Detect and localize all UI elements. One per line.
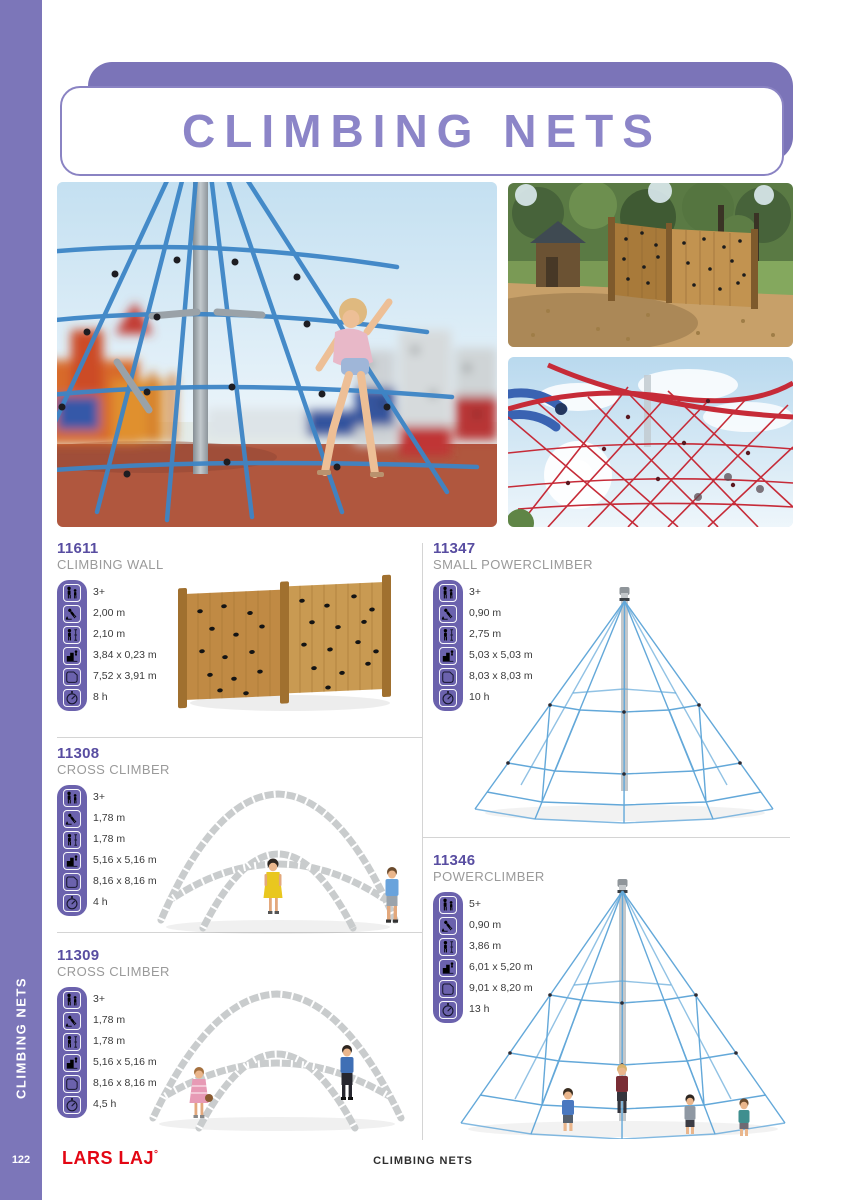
- height-icon: [63, 626, 81, 644]
- header-box: [60, 86, 784, 176]
- spec-value-assembly-time: 8 h: [93, 691, 108, 703]
- spec-value-safety-area: 9,01 x 8,20 m: [469, 982, 533, 994]
- spec-value-fall-height: 0,90 m: [469, 607, 502, 619]
- page-number: 122: [11, 1154, 31, 1166]
- dimensions-icon: [63, 852, 81, 870]
- product-image-cross-climber: [145, 780, 411, 938]
- spec-value-height: 3,86 m: [469, 940, 502, 952]
- brand-trademark-dot: °: [154, 1149, 159, 1160]
- age-icon: [63, 991, 81, 1009]
- spec-value-assembly-time: 4 h: [93, 896, 108, 908]
- spec-value-dimensions: 3,84 x 0,23 m: [93, 649, 157, 661]
- spec-values: [93, 582, 157, 708]
- safety-area-icon: [63, 668, 81, 686]
- brand-logo-text: LARS LAJ: [62, 1148, 155, 1168]
- spec-value-fall-height: 1,78 m: [93, 1014, 126, 1026]
- safety-area-icon: [63, 873, 81, 891]
- spec-value-fall-height: 2,00 m: [93, 607, 126, 619]
- product-11309: [57, 948, 411, 1138]
- brand-logo: [62, 1148, 159, 1169]
- spec-value-fall-height: 1,78 m: [93, 812, 126, 824]
- column-divider-line: [422, 543, 423, 1140]
- spec-strip: [57, 785, 87, 916]
- height-icon: [439, 626, 457, 644]
- spec-value-safety-area: 8,03 x 8,03 m: [469, 670, 533, 682]
- footer-section-label: CLIMBING NETS: [373, 1155, 473, 1167]
- height-icon: [63, 1033, 81, 1051]
- photo-red-climbing-nets-image: [508, 357, 793, 527]
- assembly-time-icon: [63, 689, 81, 707]
- spec-value-height: 2,10 m: [93, 628, 126, 640]
- spec-value-assembly-time: 13 h: [469, 1003, 490, 1015]
- spec-value-age: 3+: [93, 993, 105, 1005]
- spec-value-age: 3+: [93, 791, 105, 803]
- product-name: POWERCLIMBER: [433, 869, 545, 884]
- fall-height-icon: [439, 605, 457, 623]
- spec-value-assembly-time: 4,5 h: [93, 1098, 117, 1110]
- product-code: 11611: [57, 540, 99, 557]
- product-11346: [433, 853, 790, 1143]
- product-code: 11346: [433, 852, 476, 869]
- height-icon: [63, 831, 81, 849]
- product-name: SMALL POWERCLIMBER: [433, 557, 593, 572]
- spec-value-safety-area: 7,52 x 3,91 m: [93, 670, 157, 682]
- photo-wooden-climbing-wall-image: [508, 183, 793, 347]
- spec-strip: [57, 987, 87, 1118]
- spec-value-safety-area: 8,16 x 8,16 m: [93, 875, 157, 887]
- spec-value-age: 3+: [93, 586, 105, 598]
- page-title: CLIMBING NETS: [182, 105, 662, 157]
- product-code: 11347: [433, 540, 476, 557]
- spec-value-dimensions: 6,01 x 5,20 m: [469, 961, 533, 973]
- dimensions-icon: [63, 647, 81, 665]
- dimensions-icon: [63, 1054, 81, 1072]
- dimensions-icon: [439, 647, 457, 665]
- age-icon: [63, 584, 81, 602]
- age-icon: [63, 789, 81, 807]
- sidebar-vertical-label: CLIMBING NETS: [13, 976, 29, 1099]
- assembly-time-icon: [439, 689, 457, 707]
- safety-area-icon: [439, 668, 457, 686]
- product-image-cross-climber: [139, 982, 415, 1134]
- spec-value-height: 1,78 m: [93, 833, 126, 845]
- product-11308: [57, 746, 411, 946]
- spec-value-age: 5+: [469, 898, 481, 910]
- spec-value-assembly-time: 10 h: [469, 691, 490, 703]
- spec-value-age: 3+: [469, 586, 481, 598]
- product-code: 11309: [57, 947, 100, 964]
- photo-red-climbing-nets: [508, 357, 793, 527]
- spec-value-height: 2,75 m: [469, 628, 502, 640]
- product-image-small-powerclimber: [463, 577, 788, 825]
- product-image-powerclimber: [453, 871, 790, 1139]
- assembly-time-icon: [63, 894, 81, 912]
- spec-value-dimensions: 5,16 x 5,16 m: [93, 854, 157, 866]
- spec-value-fall-height: 0,90 m: [469, 919, 502, 931]
- spec-strip: [57, 580, 87, 711]
- safety-area-icon: [63, 1075, 81, 1093]
- spec-value-dimensions: 5,16 x 5,16 m: [93, 1056, 157, 1068]
- photo-child-on-blue-climbing-net-image: [57, 182, 497, 527]
- product-code: 11308: [57, 745, 100, 762]
- spec-value-height: 1,78 m: [93, 1035, 126, 1047]
- assembly-time-icon: [63, 1096, 81, 1114]
- product-name: CLIMBING WALL: [57, 557, 164, 572]
- product-image-climbing-wall: [162, 553, 407, 718]
- spec-value-safety-area: 8,16 x 8,16 m: [93, 1077, 157, 1089]
- product-name: CROSS CLIMBER: [57, 964, 170, 979]
- fall-height-icon: [63, 1012, 81, 1030]
- sidebar-band: [0, 0, 42, 1200]
- fall-height-icon: [63, 605, 81, 623]
- spec-strip: [433, 580, 463, 711]
- product-11347: [433, 541, 790, 841]
- photo-wooden-climbing-wall-in-park: [508, 183, 793, 347]
- product-11611: [57, 541, 411, 741]
- age-icon: [439, 584, 457, 602]
- fall-height-icon: [63, 810, 81, 828]
- spec-value-dimensions: 5,03 x 5,03 m: [469, 649, 533, 661]
- product-name: CROSS CLIMBER: [57, 762, 170, 777]
- boy-figure: [341, 1045, 354, 1100]
- photo-child-on-blue-climbing-net: [57, 182, 497, 527]
